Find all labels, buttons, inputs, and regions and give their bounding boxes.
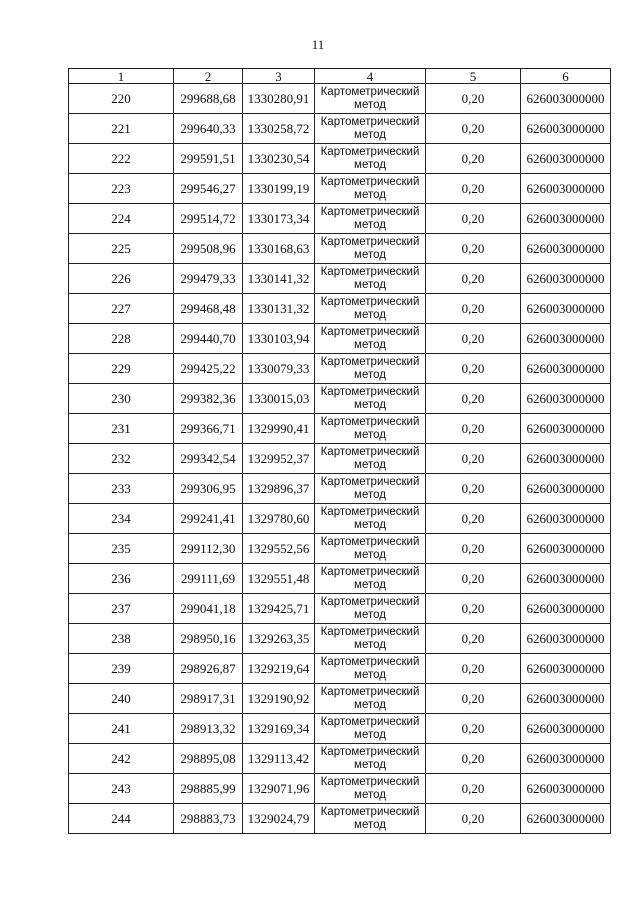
cell-method [315, 504, 426, 534]
method-line-1: Картометрический [320, 325, 420, 338]
cell-y-coordinate: 1330015,03 [243, 384, 315, 414]
cell-cadastral-code: 626003000000 [521, 594, 611, 624]
cell-y-coordinate: 1330199,19 [243, 174, 315, 204]
method-line-2: метод [354, 158, 386, 171]
cell-x-coordinate: 298895,08 [174, 744, 243, 774]
cell-accuracy: 0,20 [426, 444, 521, 474]
cell-cadastral-code: 626003000000 [521, 354, 611, 384]
cell-accuracy: 0,20 [426, 144, 521, 174]
cell-accuracy: 0,20 [426, 384, 521, 414]
method-line-2: метод [354, 668, 386, 681]
cell-y-coordinate: 1330280,91 [243, 84, 315, 114]
method-line-2: метод [354, 428, 386, 441]
table-row [69, 594, 611, 624]
table-row [69, 264, 611, 294]
method-line-2: метод [354, 308, 386, 321]
cell-cadastral-code: 626003000000 [521, 294, 611, 324]
cell-y-coordinate: 1330079,33 [243, 354, 315, 384]
table-row [69, 714, 611, 744]
cell-y-coordinate: 1330168,63 [243, 234, 315, 264]
cell-method [315, 324, 426, 354]
method-line-1: Картометрический [320, 685, 420, 698]
cell-point-number: 242 [69, 744, 174, 774]
table-row [69, 204, 611, 234]
table-row [69, 474, 611, 504]
cell-accuracy: 0,20 [426, 774, 521, 804]
method-line-2: метод [354, 788, 386, 801]
table-row [69, 564, 611, 594]
method-line-1: Картометрический [320, 85, 420, 98]
cell-cadastral-code: 626003000000 [521, 624, 611, 654]
cell-point-number: 220 [69, 84, 174, 114]
coordinates-table [68, 68, 611, 834]
table-row [69, 444, 611, 474]
cell-y-coordinate: 1329024,79 [243, 804, 315, 834]
method-line-1: Картометрический [320, 115, 420, 128]
table-row [69, 804, 611, 834]
method-line-1: Картометрический [320, 445, 420, 458]
cell-cadastral-code: 626003000000 [521, 384, 611, 414]
cell-x-coordinate: 299425,22 [174, 354, 243, 384]
cell-cadastral-code: 626003000000 [521, 744, 611, 774]
table-row [69, 114, 611, 144]
cell-x-coordinate: 298883,73 [174, 804, 243, 834]
cell-point-number: 225 [69, 234, 174, 264]
method-line-2: метод [354, 278, 386, 291]
table-row [69, 324, 611, 354]
cell-x-coordinate: 299479,33 [174, 264, 243, 294]
cell-point-number: 229 [69, 354, 174, 384]
cell-cadastral-code: 626003000000 [521, 534, 611, 564]
cell-cadastral-code: 626003000000 [521, 654, 611, 684]
cell-y-coordinate: 1329425,71 [243, 594, 315, 624]
cell-method [315, 714, 426, 744]
cell-point-number: 222 [69, 144, 174, 174]
cell-method [315, 264, 426, 294]
table-row [69, 744, 611, 774]
cell-accuracy: 0,20 [426, 84, 521, 114]
table-row [69, 234, 611, 264]
cell-accuracy: 0,20 [426, 264, 521, 294]
cell-accuracy: 0,20 [426, 474, 521, 504]
cell-accuracy: 0,20 [426, 354, 521, 384]
method-line-2: метод [354, 638, 386, 651]
method-line-1: Картометрический [320, 805, 420, 818]
cell-point-number: 244 [69, 804, 174, 834]
cell-y-coordinate: 1330141,32 [243, 264, 315, 294]
cell-point-number: 239 [69, 654, 174, 684]
table-row [69, 354, 611, 384]
cell-accuracy: 0,20 [426, 714, 521, 744]
table-header [69, 69, 611, 84]
cell-point-number: 228 [69, 324, 174, 354]
method-line-1: Картометрический [320, 265, 420, 278]
cell-x-coordinate: 299514,72 [174, 204, 243, 234]
method-line-1: Картометрический [320, 595, 420, 608]
table-row [69, 144, 611, 174]
cell-accuracy: 0,20 [426, 204, 521, 234]
method-line-1: Картометрический [320, 505, 420, 518]
cell-cadastral-code: 626003000000 [521, 504, 611, 534]
cell-x-coordinate: 299041,18 [174, 594, 243, 624]
cell-x-coordinate: 299468,48 [174, 294, 243, 324]
method-line-2: метод [354, 98, 386, 111]
cell-method [315, 654, 426, 684]
table-row [69, 174, 611, 204]
cell-method [315, 534, 426, 564]
cell-y-coordinate: 1329190,92 [243, 684, 315, 714]
cell-y-coordinate: 1329113,42 [243, 744, 315, 774]
table-row [69, 534, 611, 564]
cell-method [315, 594, 426, 624]
cell-cadastral-code: 626003000000 [521, 204, 611, 234]
cell-method [315, 624, 426, 654]
cell-cadastral-code: 626003000000 [521, 144, 611, 174]
method-line-1: Картометрический [320, 235, 420, 248]
method-line-2: метод [354, 218, 386, 231]
method-line-1: Картометрический [320, 565, 420, 578]
cell-accuracy: 0,20 [426, 234, 521, 264]
cell-method [315, 354, 426, 384]
cell-accuracy: 0,20 [426, 744, 521, 774]
table-body [69, 84, 611, 834]
cell-method [315, 384, 426, 414]
cell-accuracy: 0,20 [426, 174, 521, 204]
cell-accuracy: 0,20 [426, 504, 521, 534]
cell-y-coordinate: 1330258,72 [243, 114, 315, 144]
cell-cadastral-code: 626003000000 [521, 774, 611, 804]
cell-y-coordinate: 1329169,34 [243, 714, 315, 744]
cell-x-coordinate: 298917,31 [174, 684, 243, 714]
cell-x-coordinate: 299306,95 [174, 474, 243, 504]
cell-accuracy: 0,20 [426, 594, 521, 624]
cell-point-number: 238 [69, 624, 174, 654]
cell-method [315, 294, 426, 324]
method-line-2: метод [354, 488, 386, 501]
method-line-1: Картометрический [320, 535, 420, 548]
method-line-1: Картометрический [320, 295, 420, 308]
cell-x-coordinate: 298913,32 [174, 714, 243, 744]
header-col-2: 2 [174, 69, 243, 84]
method-line-2: метод [354, 188, 386, 201]
cell-cadastral-code: 626003000000 [521, 174, 611, 204]
cell-x-coordinate: 298950,16 [174, 624, 243, 654]
cell-accuracy: 0,20 [426, 294, 521, 324]
cell-point-number: 243 [69, 774, 174, 804]
cell-accuracy: 0,20 [426, 684, 521, 714]
cell-cadastral-code: 626003000000 [521, 264, 611, 294]
cell-point-number: 227 [69, 294, 174, 324]
cell-accuracy: 0,20 [426, 114, 521, 144]
cell-accuracy: 0,20 [426, 804, 521, 834]
cell-y-coordinate: 1329780,60 [243, 504, 315, 534]
cell-cadastral-code: 626003000000 [521, 714, 611, 744]
cell-x-coordinate: 298885,99 [174, 774, 243, 804]
cell-y-coordinate: 1329552,56 [243, 534, 315, 564]
method-line-1: Картометрический [320, 415, 420, 428]
cell-accuracy: 0,20 [426, 564, 521, 594]
cell-point-number: 240 [69, 684, 174, 714]
cell-method [315, 744, 426, 774]
method-line-1: Картометрический [320, 775, 420, 788]
method-line-2: метод [354, 398, 386, 411]
cell-method [315, 234, 426, 264]
method-line-2: метод [354, 608, 386, 621]
cell-x-coordinate: 299440,70 [174, 324, 243, 354]
cell-method [315, 84, 426, 114]
cell-point-number: 234 [69, 504, 174, 534]
table-row [69, 624, 611, 654]
cell-cadastral-code: 626003000000 [521, 84, 611, 114]
table-row [69, 84, 611, 114]
cell-accuracy: 0,20 [426, 534, 521, 564]
method-line-1: Картометрический [320, 175, 420, 188]
method-line-2: метод [354, 578, 386, 591]
method-line-1: Картометрический [320, 715, 420, 728]
cell-x-coordinate: 299508,96 [174, 234, 243, 264]
method-line-2: метод [354, 818, 386, 831]
cell-accuracy: 0,20 [426, 324, 521, 354]
cell-point-number: 223 [69, 174, 174, 204]
cell-x-coordinate: 299342,54 [174, 444, 243, 474]
cell-y-coordinate: 1329896,37 [243, 474, 315, 504]
cell-x-coordinate: 299640,33 [174, 114, 243, 144]
table-row [69, 654, 611, 684]
header-col-3: 3 [243, 69, 315, 84]
cell-accuracy: 0,20 [426, 654, 521, 684]
cell-x-coordinate: 299546,27 [174, 174, 243, 204]
cell-y-coordinate: 1329551,48 [243, 564, 315, 594]
cell-x-coordinate: 299111,69 [174, 564, 243, 594]
cell-y-coordinate: 1330230,54 [243, 144, 315, 174]
cell-method [315, 804, 426, 834]
cell-x-coordinate: 299688,68 [174, 84, 243, 114]
cell-method [315, 144, 426, 174]
cell-method [315, 444, 426, 474]
cell-x-coordinate: 299112,30 [174, 534, 243, 564]
method-line-1: Картометрический [320, 745, 420, 758]
method-line-2: метод [354, 728, 386, 741]
method-line-2: метод [354, 518, 386, 531]
cell-method [315, 174, 426, 204]
cell-method [315, 474, 426, 504]
cell-cadastral-code: 626003000000 [521, 114, 611, 144]
cell-y-coordinate: 1330103,94 [243, 324, 315, 354]
cell-cadastral-code: 626003000000 [521, 444, 611, 474]
header-col-4: 4 [315, 69, 426, 84]
cell-cadastral-code: 626003000000 [521, 474, 611, 504]
cell-y-coordinate: 1330173,34 [243, 204, 315, 234]
method-line-1: Картометрический [320, 205, 420, 218]
table-row [69, 684, 611, 714]
cell-x-coordinate: 299241,41 [174, 504, 243, 534]
cell-cadastral-code: 626003000000 [521, 564, 611, 594]
cell-y-coordinate: 1329219,64 [243, 654, 315, 684]
table-row [69, 384, 611, 414]
cell-accuracy: 0,20 [426, 414, 521, 444]
cell-point-number: 230 [69, 384, 174, 414]
table-row [69, 504, 611, 534]
header-col-1: 1 [69, 69, 174, 84]
cell-point-number: 224 [69, 204, 174, 234]
header-row [69, 69, 611, 84]
cell-y-coordinate: 1329263,35 [243, 624, 315, 654]
cell-accuracy: 0,20 [426, 624, 521, 654]
cell-y-coordinate: 1329952,37 [243, 444, 315, 474]
cell-point-number: 226 [69, 264, 174, 294]
method-line-1: Картометрический [320, 145, 420, 158]
cell-cadastral-code: 626003000000 [521, 234, 611, 264]
cell-method [315, 564, 426, 594]
method-line-2: метод [354, 128, 386, 141]
cell-cadastral-code: 626003000000 [521, 804, 611, 834]
cell-point-number: 241 [69, 714, 174, 744]
page-number: 11 [311, 37, 325, 52]
cell-method [315, 114, 426, 144]
cell-y-coordinate: 1329990,41 [243, 414, 315, 444]
method-line-1: Картометрический [320, 355, 420, 368]
method-line-2: метод [354, 698, 386, 711]
header-col-5: 5 [426, 69, 521, 84]
table-row [69, 774, 611, 804]
table-row [69, 414, 611, 444]
cell-y-coordinate: 1329071,96 [243, 774, 315, 804]
cell-cadastral-code: 626003000000 [521, 324, 611, 354]
header-col-6: 6 [521, 69, 611, 84]
method-line-2: метод [354, 248, 386, 261]
cell-x-coordinate: 299366,71 [174, 414, 243, 444]
method-line-1: Картометрический [320, 385, 420, 398]
method-line-2: метод [354, 368, 386, 381]
method-line-2: метод [354, 758, 386, 771]
method-line-2: метод [354, 458, 386, 471]
method-line-1: Картометрический [320, 655, 420, 668]
cell-x-coordinate: 298926,87 [174, 654, 243, 684]
cell-point-number: 236 [69, 564, 174, 594]
cell-point-number: 232 [69, 444, 174, 474]
cell-point-number: 221 [69, 114, 174, 144]
cell-method [315, 774, 426, 804]
cell-point-number: 231 [69, 414, 174, 444]
cell-method [315, 414, 426, 444]
cell-point-number: 233 [69, 474, 174, 504]
cell-cadastral-code: 626003000000 [521, 684, 611, 714]
method-line-1: Картометрический [320, 625, 420, 638]
cell-method [315, 204, 426, 234]
table-row [69, 294, 611, 324]
method-line-1: Картометрический [320, 475, 420, 488]
cell-point-number: 237 [69, 594, 174, 624]
cell-cadastral-code: 626003000000 [521, 414, 611, 444]
method-line-2: метод [354, 548, 386, 561]
cell-y-coordinate: 1330131,32 [243, 294, 315, 324]
method-line-2: метод [354, 338, 386, 351]
cell-point-number: 235 [69, 534, 174, 564]
cell-x-coordinate: 299591,51 [174, 144, 243, 174]
cell-x-coordinate: 299382,36 [174, 384, 243, 414]
cell-method [315, 684, 426, 714]
